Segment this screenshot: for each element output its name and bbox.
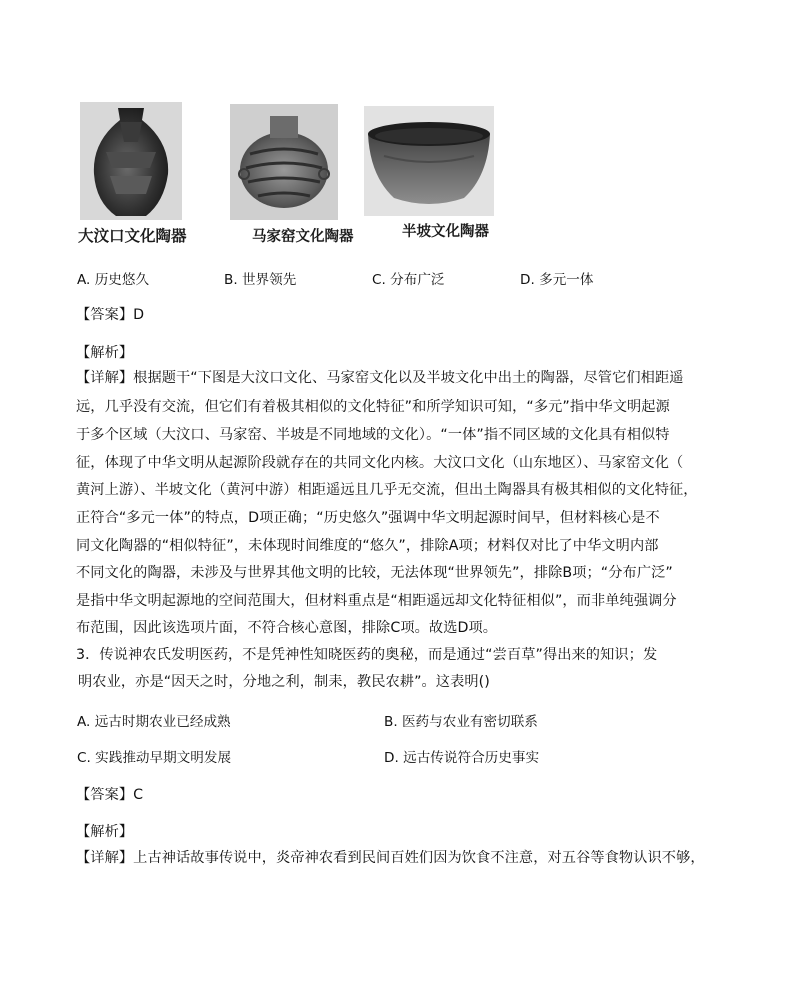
q2-analysis-line: 远，几乎没有交流，但它们有着极其相似的文化特征”和所学知识可知，“多元”指中华文明起源 <box>76 399 670 415</box>
pottery-figure <box>78 100 503 250</box>
figure-caption-majiayao: 马家窑文化陶器 <box>252 229 354 245</box>
q3-option-a: A. 远古时期农业已经成熟 <box>77 714 231 730</box>
q3-option-d: D. 远古传说符合历史事实 <box>384 750 540 766</box>
q2-option-a: A. 历史悠久 <box>77 272 150 288</box>
q2-option-c: C. 分布广泛 <box>372 272 445 288</box>
figure-caption-dawenkou: 大汶口文化陶器 <box>78 227 187 245</box>
dawenkou-pottery-photo <box>80 102 182 220</box>
q2-analysis-line: 正符合“多元一体”的特点，D项正确；“历史悠久”强调中华文明起源时间早，但材料核心是不 <box>76 510 660 526</box>
majiayao-pottery-photo <box>230 104 338 220</box>
q2-analysis-line: 布范围，因此该选项片面，不符合核心意图，排除C项。故选D项。 <box>76 620 498 636</box>
q3-option-b: B. 医药与农业有密切联系 <box>384 714 538 730</box>
q2-answer: 【答案】D <box>76 307 145 323</box>
q2-analysis-line: 黄河上游）、半坡文化（黄河中游）相距遥远且几乎无交流，但出土陶器具有极其相似的文化特征， <box>76 482 698 498</box>
q3-stem-line: 3．传说神农氏发明医药，不是凭神性知晓医药的奥秘，而是通过“尝百草”得出来的知识；发 <box>76 647 658 663</box>
q2-analysis-line: 是指中华文明起源地的空间范围大，但材料重点是“相距遥远却文化特征相似”，而非单纯强调分 <box>76 593 677 609</box>
q2-analysis-line: 【详解】根据题干“下图是大汶口文化、马家窑文化以及半坡文化中出土的陶器，尽管它们相距遥 <box>76 370 684 386</box>
q2-option-b: B. 世界领先 <box>224 272 297 288</box>
q2-analysis-line: 同文化陶器的“相似特征”，未体现时间维度的“悠久”，排除A项；材料仅对比了中华文明内部 <box>76 538 659 554</box>
banpo-pottery-photo <box>364 106 494 216</box>
q3-stem-line: 明农业，亦是“因天之时，分地之利，制耒，教民农耕”。这表明() <box>78 674 490 690</box>
q3-answer: 【答案】C <box>76 787 144 803</box>
q3-option-c: C. 实践推动早期文明发展 <box>77 750 232 766</box>
figure-caption-banpo: 半坡文化陶器 <box>402 224 489 240</box>
q2-option-d: D. 多元一体 <box>520 272 594 288</box>
q2-analysis-heading: 【解析】 <box>76 345 134 361</box>
q3-analysis-line: 【详解】上古神话故事传说中，炎帝神农看到民间百姓们因为饮食不注意，对五谷等食物认识不够， <box>76 850 705 866</box>
q2-analysis-line: 征，体现了中华文明从起源阶段就存在的共同文化内核。大汶口文化（山东地区）、马家窑文化（ <box>76 455 684 471</box>
q3-analysis-heading: 【解析】 <box>76 824 134 840</box>
q2-analysis-line: 不同文化的陶器，未涉及与世界其他文明的比较，无法体现“世界领先”，排除B项；“分布广泛” <box>76 565 673 581</box>
q2-analysis-line: 于多个区域（大汶口、马家窑、半坡是不同地域的文化）。“一体”指不同区域的文化具有相似特 <box>76 427 670 443</box>
